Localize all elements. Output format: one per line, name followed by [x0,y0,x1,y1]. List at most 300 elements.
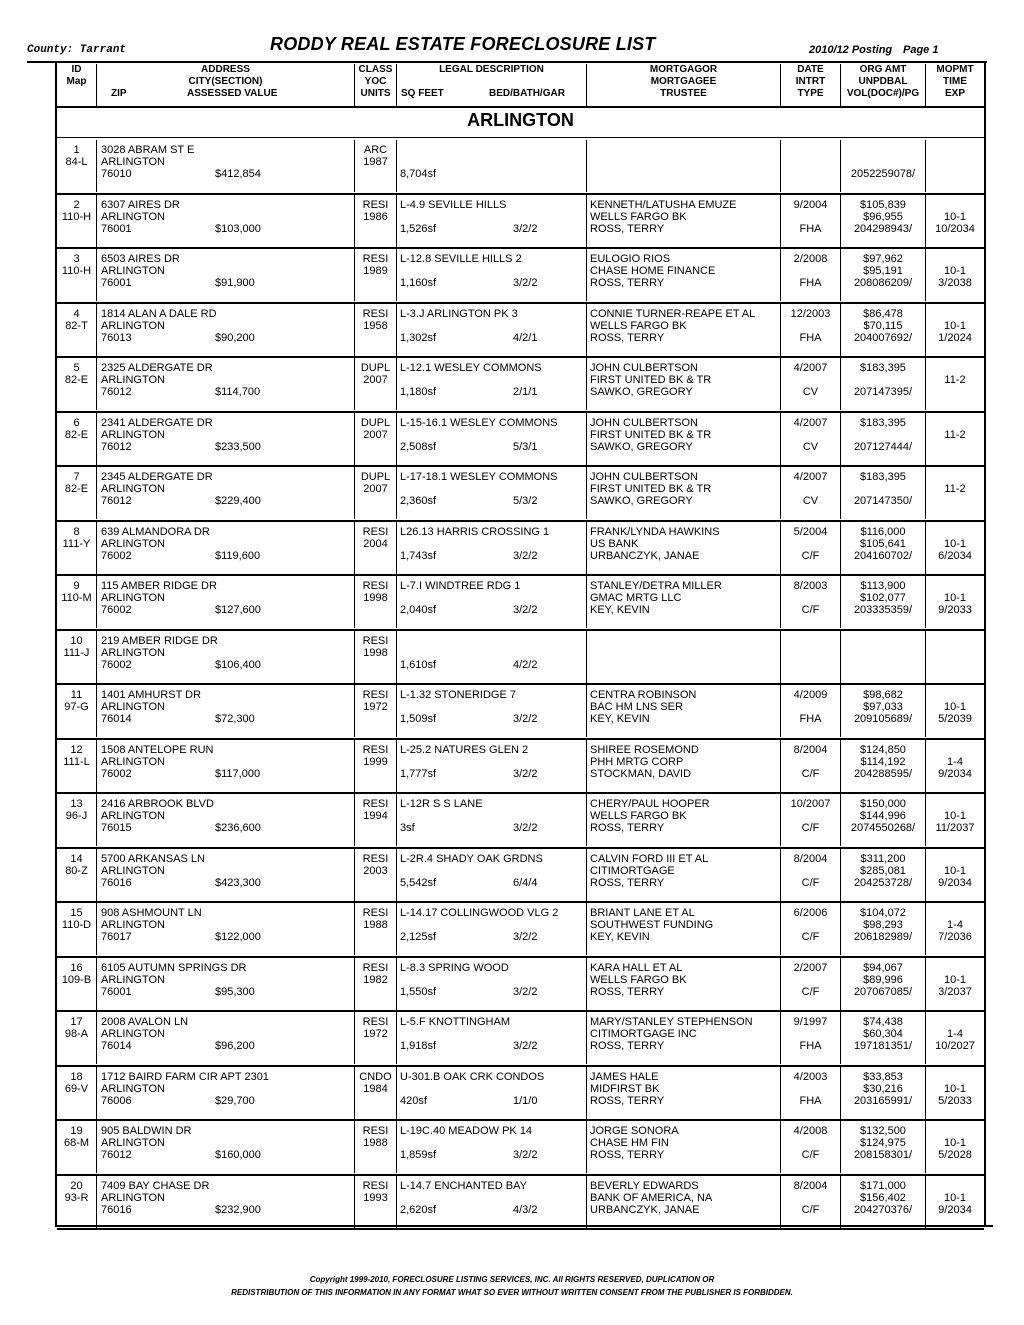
field-mop [926,526,984,538]
field-type: C/F [801,931,820,943]
field-vol: 207147395/ [853,386,913,398]
field-zip: 76013 [101,331,132,344]
id-cell [57,1176,97,1228]
field-exp [926,168,984,180]
field-exp: 10/2027 [935,1040,975,1052]
address-cell [97,413,355,465]
id-cell [57,195,97,247]
table-row [57,1176,984,1231]
table-row [57,794,984,849]
field-sqft: 2,125sf [400,931,437,943]
orgamt-cell [841,1176,926,1228]
field-legal: L-12.8 SEVILLE HILLS 2 [400,253,522,265]
field-val: $119,600 [215,549,261,562]
mopmt-cell [926,1012,984,1064]
orgamt-cell [841,413,926,465]
header-zip-label: ZIP [111,88,127,99]
legal-cell [397,1176,587,1228]
field-type: FHA [799,331,822,344]
orgamt-cell [841,467,926,519]
field-mop [926,853,984,865]
field-org [841,635,925,647]
mortgagor-cell [587,249,781,301]
date-cell [781,522,841,574]
field-city: ARLINGTON [101,1191,165,1204]
field-time: 11-2 [944,374,966,386]
field-zip: 76016 [101,1203,132,1216]
legal-cell [397,1067,587,1119]
field-map: 110-H [61,265,92,277]
field-unpd: $124,975 [860,1137,906,1149]
county-label: County: Tarrant [27,44,127,56]
class-cell [355,304,397,356]
field-date: 9/2004 [793,198,828,211]
orgamt-cell [841,958,926,1010]
legal-cell [397,467,587,519]
field-zip: 76015 [101,822,132,834]
field-map: 84-L [65,156,88,168]
field-mop [926,144,984,156]
field-sqft: 8,704sf [400,168,437,180]
field-mortgagee: WELLS FARGO BK [590,810,687,822]
mopmt-cell [926,467,984,519]
header-address [97,64,355,106]
field-bbg: 3/2/2 [513,713,538,725]
field-trustee: KEY, KEVIN [590,713,650,725]
field-unpd: $97,033 [863,701,903,713]
field-map: 110-M [61,592,92,604]
field-unpd: $114,192 [860,755,906,768]
field-yoc: 2007 [363,428,388,441]
legal-cell [397,958,587,1010]
header-map-label: Map [66,76,87,87]
field-org: $33,853 [863,1070,903,1083]
orgamt-cell [841,740,926,792]
field-unpd: $285,081 [860,864,906,877]
field-mortgagor: JAMES HALE [590,1070,659,1083]
address-cell [97,685,355,737]
field-trustee: SAWKO, GREGORY [590,440,693,453]
field-time: 10-1 [943,592,967,604]
table-row [57,576,984,631]
legal-cell [397,522,587,574]
field-time: 10-1 [943,810,967,822]
field-cls: RESI [362,525,389,538]
field-yoc: 1986 [363,210,388,223]
field-date: 8/2004 [793,743,828,756]
class-cell [355,903,397,955]
field-yoc: 1988 [363,919,388,931]
header-mopmt-label: MOPMT [936,64,974,75]
field-exp: 9/2034 [938,1203,972,1216]
class-cell [355,1176,397,1228]
field-zip: 76010 [101,168,132,180]
field-intrt [781,1083,840,1095]
field-intrt [781,265,840,277]
date-cell [781,849,841,901]
field-mortgagee: PHH MRTG CORP [590,755,684,768]
field-unpd: $156,402 [860,1191,906,1204]
field-time: 1-4 [947,755,963,768]
field-mortgagor: JOHN CULBERTSON [590,416,698,429]
id-cell [57,1012,97,1064]
date-cell [781,740,841,792]
header-time-label: TIME [943,76,967,87]
field-val: $117,000 [215,767,261,780]
id-cell [57,304,97,356]
date-cell [781,1176,841,1228]
field-vol: 2074550268/ [850,822,916,834]
field-mop [926,635,984,647]
address-cell [97,740,355,792]
field-val: $412,854 [215,168,261,180]
field-mortgagee: WELLS FARGO BK [590,319,687,332]
class-cell [355,522,397,574]
class-cell [355,1121,397,1173]
field-val: $160,000 [215,1149,261,1161]
field-exp: 9/2033 [938,604,972,616]
field-mortgagor: CALVIN FORD III ET AL [590,852,709,865]
field-zip: 76016 [101,876,132,889]
field-legal: L-3.J ARLINGTON PK 3 [400,307,518,320]
field-type: C/F [801,1203,820,1216]
field-vol: 209105689/ [853,713,913,725]
orgamt-cell [841,794,926,846]
field-id: 9 [73,580,80,592]
field-vol: 203335359/ [853,604,913,616]
mopmt-cell [926,903,984,955]
field-org: $150,000 [860,798,906,810]
field-mortgagor: JOHN CULBERTSON [590,362,698,374]
field-id: 17 [70,1016,83,1028]
field-trustee: ROSS, TERRY [590,1040,665,1052]
field-mortgagor: BRIANT LANE ET AL [590,907,695,919]
field-sqft: 1,160sf [400,277,437,289]
table-row [57,903,984,958]
field-type: C/F [801,822,820,834]
field-id: 5 [73,362,80,374]
field-vol: 207067085/ [853,985,913,998]
field-id: 2 [73,198,80,211]
date-cell [781,195,841,247]
field-mop [926,308,984,320]
class-cell [355,740,397,792]
class-cell [355,140,397,192]
mortgagor-cell [587,849,781,901]
field-time: 10-1 [943,1137,967,1149]
field-zip: 76002 [101,604,132,616]
field-unpd: $70,115 [863,319,903,332]
field-date: 2/2007 [793,961,828,974]
mortgagor-cell [587,740,781,792]
field-val: $122,000 [215,931,261,943]
field-legal: L26.13 HARRIS CROSSING 1 [400,525,550,538]
field-map: 68-M [63,1137,90,1149]
field-trustee: ROSS, TERRY [590,1149,665,1161]
field-vol: 204298943/ [853,222,913,235]
field-bbg: 3/2/2 [513,1040,538,1052]
field-sqft: 1,180sf [400,386,437,398]
mopmt-cell [926,304,984,356]
class-cell [355,685,397,737]
table-row [57,958,984,1013]
field-addr: 905 BALDWIN DR [101,1125,192,1137]
field-sqft: 1,610sf [400,658,437,671]
mortgagor-cell [587,195,781,247]
field-city: ARLINGTON [101,210,165,223]
field-mortgagee: CHASE HM FIN [590,1137,669,1149]
field-intrt [781,320,840,332]
field-mortgagee: BAC HM LNS SER [590,701,683,713]
field-map: 69-V [64,1082,89,1095]
field-zip: 76006 [101,1094,132,1107]
field-bbg: 4/2/2 [513,658,538,671]
field-trustee: ROSS, TERRY [590,331,665,344]
field-time [926,156,984,168]
header-orgamt [841,64,926,106]
field-intrt [781,483,840,495]
orgamt-cell [841,140,926,192]
field-vol: 206182989/ [853,931,913,943]
field-date: 9/1997 [793,1016,828,1028]
field-org: $183,395 [860,362,906,374]
field-id: 10 [70,634,83,647]
field-trustee: SAWKO, GREGORY [590,386,693,398]
field-sqft: 2,040sf [400,604,437,616]
field-exp [926,495,984,507]
field-mortgagor: MARY/STANLEY STEPHENSON [590,1016,753,1028]
id-cell [57,740,97,792]
field-val: $233,500 [215,440,261,453]
field-org: $311,200 [860,852,906,865]
field-map: 111-Y [62,537,91,550]
field-type: CV [802,386,819,398]
field-intrt [781,156,840,168]
field-bbg: 3/2/2 [513,822,538,834]
field-id: 4 [73,307,80,320]
field-yoc: 1958 [363,319,388,332]
field-yoc: 1994 [363,810,388,822]
table-row [57,740,984,795]
field-org: $98,682 [863,689,903,701]
field-cls: RESI [362,634,389,647]
address-cell [97,522,355,574]
field-cls: DUPL [360,362,391,374]
field-map: 109-B [61,973,92,986]
field-time: 10-1 [943,1082,967,1095]
address-cell [97,140,355,192]
legal-cell [397,304,587,356]
field-type: CV [802,440,819,453]
mortgagor-cell [587,413,781,465]
field-trustee: SAWKO, GREGORY [590,495,693,507]
table-row [57,304,984,359]
class-cell [355,195,397,247]
field-time: 10-1 [943,319,967,332]
field-org: $104,072 [860,907,906,919]
header-yoc-label: YOC [364,76,387,87]
field-mop [926,199,984,211]
field-exp: 7/2036 [938,931,972,943]
field-vol: 208086209/ [853,277,913,289]
class-cell [355,467,397,519]
field-addr: 219 AMBER RIDGE DR [101,634,218,647]
address-cell [97,794,355,846]
field-legal: L-19C.40 MEADOW PK 14 [400,1125,533,1137]
field-legal: L-4.9 SEVILLE HILLS [400,198,507,211]
field-time: 10-1 [943,973,967,986]
field-cls: RESI [362,907,389,919]
field-zip: 76001 [101,277,132,289]
header-trustee-label: TRUSTEE [660,88,707,99]
field-mortgagor: CONNIE TURNER-REAPE ET AL [590,307,756,320]
field-sqft: 2,508sf [400,440,437,453]
field-city: ARLINGTON [101,646,165,659]
mopmt-cell [926,1067,984,1119]
field-legal: L-25.2 NATURES GLEN 2 [400,743,529,756]
field-org: $94,067 [863,961,903,974]
field-exp [926,659,984,671]
field-legal: L-5.F KNOTTINGHAM [400,1016,511,1028]
city-rule [57,137,984,138]
field-cls: RESI [362,307,389,320]
orgamt-cell [841,522,926,574]
field-addr: 3028 ABRAM ST E [101,144,195,156]
field-cls: RESI [362,1125,389,1137]
field-type [781,659,840,671]
field-type: C/F [801,985,820,998]
table-row [57,195,984,250]
field-date: 4/2007 [793,416,828,429]
field-time: 10-1 [943,265,967,277]
field-map: 98-A [64,1028,89,1040]
legal-cell [397,903,587,955]
class-cell [355,794,397,846]
date-cell [781,958,841,1010]
header-unpdbal-label: UNPDBAL [858,76,908,87]
field-id: 15 [70,907,83,919]
orgamt-cell [841,849,926,901]
field-zip: 76014 [101,713,132,725]
date-cell [781,576,841,628]
field-intrt [781,374,840,386]
field-unpd: $105,641 [860,537,906,550]
field-trustee: ROSS, TERRY [590,876,665,889]
table-row [57,413,984,468]
field-trustee: STOCKMAN, DAVID [590,767,692,780]
field-cls: CNDO [359,1070,392,1083]
id-cell [57,358,97,410]
field-yoc: 1998 [363,646,388,659]
field-id: 6 [73,416,80,429]
field-unpd: $30,216 [863,1082,903,1095]
legal-cell [397,631,587,683]
field-mop [926,1125,984,1137]
field-val: $114,700 [215,386,261,398]
field-yoc: 1993 [363,1191,388,1204]
field-mop [926,1016,984,1028]
field-bbg: 3/2/2 [513,604,538,616]
field-unpd: $89,996 [863,973,903,986]
field-val: $106,400 [215,658,261,671]
field-city: ARLINGTON [101,319,165,332]
field-sqft: 3sf [400,822,415,834]
field-intrt [781,919,840,931]
field-bbg: 2/1/1 [513,386,538,398]
header-city-label: CITY(SECTION) [188,76,263,87]
field-val: $423,300 [215,876,261,889]
field-val: $29,700 [215,1094,255,1107]
field-id: 18 [70,1070,83,1083]
field-bbg: 3/2/2 [513,985,538,998]
field-type: FHA [799,1040,822,1052]
field-city: ARLINGTON [101,755,165,768]
class-cell [355,849,397,901]
field-exp: 3/2038 [938,277,972,289]
field-vol: 2052259078/ [850,168,916,180]
mopmt-cell [926,140,984,192]
field-legal: L-15-16.1 WESLEY COMMONS [400,416,558,429]
header-mortgagor [587,64,781,106]
field-vol: 197181351/ [853,1040,913,1052]
header-rule [57,106,984,108]
field-mortgagee: FIRST UNITED BK & TR [590,483,712,495]
field-intrt [781,211,840,223]
mopmt-cell [926,195,984,247]
field-bbg: 5/3/2 [513,495,538,507]
field-zip: 76001 [101,985,132,998]
field-intrt [781,701,840,713]
header-date [781,64,841,106]
orgamt-cell [841,195,926,247]
field-type: C/F [801,767,820,780]
mopmt-cell [926,631,984,683]
legal-cell [397,794,587,846]
field-mortgagee: BANK OF AMERICA, NA [590,1191,713,1204]
field-org: $183,395 [860,416,906,429]
date-cell [781,1067,841,1119]
table-row [57,358,984,413]
field-date: 10/2007 [790,798,831,810]
field-org: $116,000 [860,525,906,538]
field-yoc: 1998 [363,592,388,604]
field-yoc: 1972 [363,701,388,713]
field-yoc: 1989 [363,265,388,277]
field-mop [926,744,984,756]
legal-cell [397,140,587,192]
field-trustee: ROSS, TERRY [590,985,665,998]
table-row [57,1121,984,1176]
field-mop [926,1071,984,1083]
id-cell [57,1121,97,1173]
field-mop [926,417,984,429]
mopmt-cell [926,1176,984,1228]
field-mop [926,962,984,974]
field-type: FHA [799,277,822,289]
field-type: C/F [801,1149,820,1161]
field-addr: 2325 ALDERGATE DR [101,362,213,374]
field-mop [926,689,984,701]
class-cell [355,1012,397,1064]
field-intrt [781,538,840,550]
field-time: 10-1 [943,701,967,713]
id-cell [57,631,97,683]
address-cell [97,631,355,683]
field-map: 97-G [64,701,89,713]
id-cell [57,249,97,301]
field-city: ARLINGTON [101,592,165,604]
legal-cell [397,849,587,901]
